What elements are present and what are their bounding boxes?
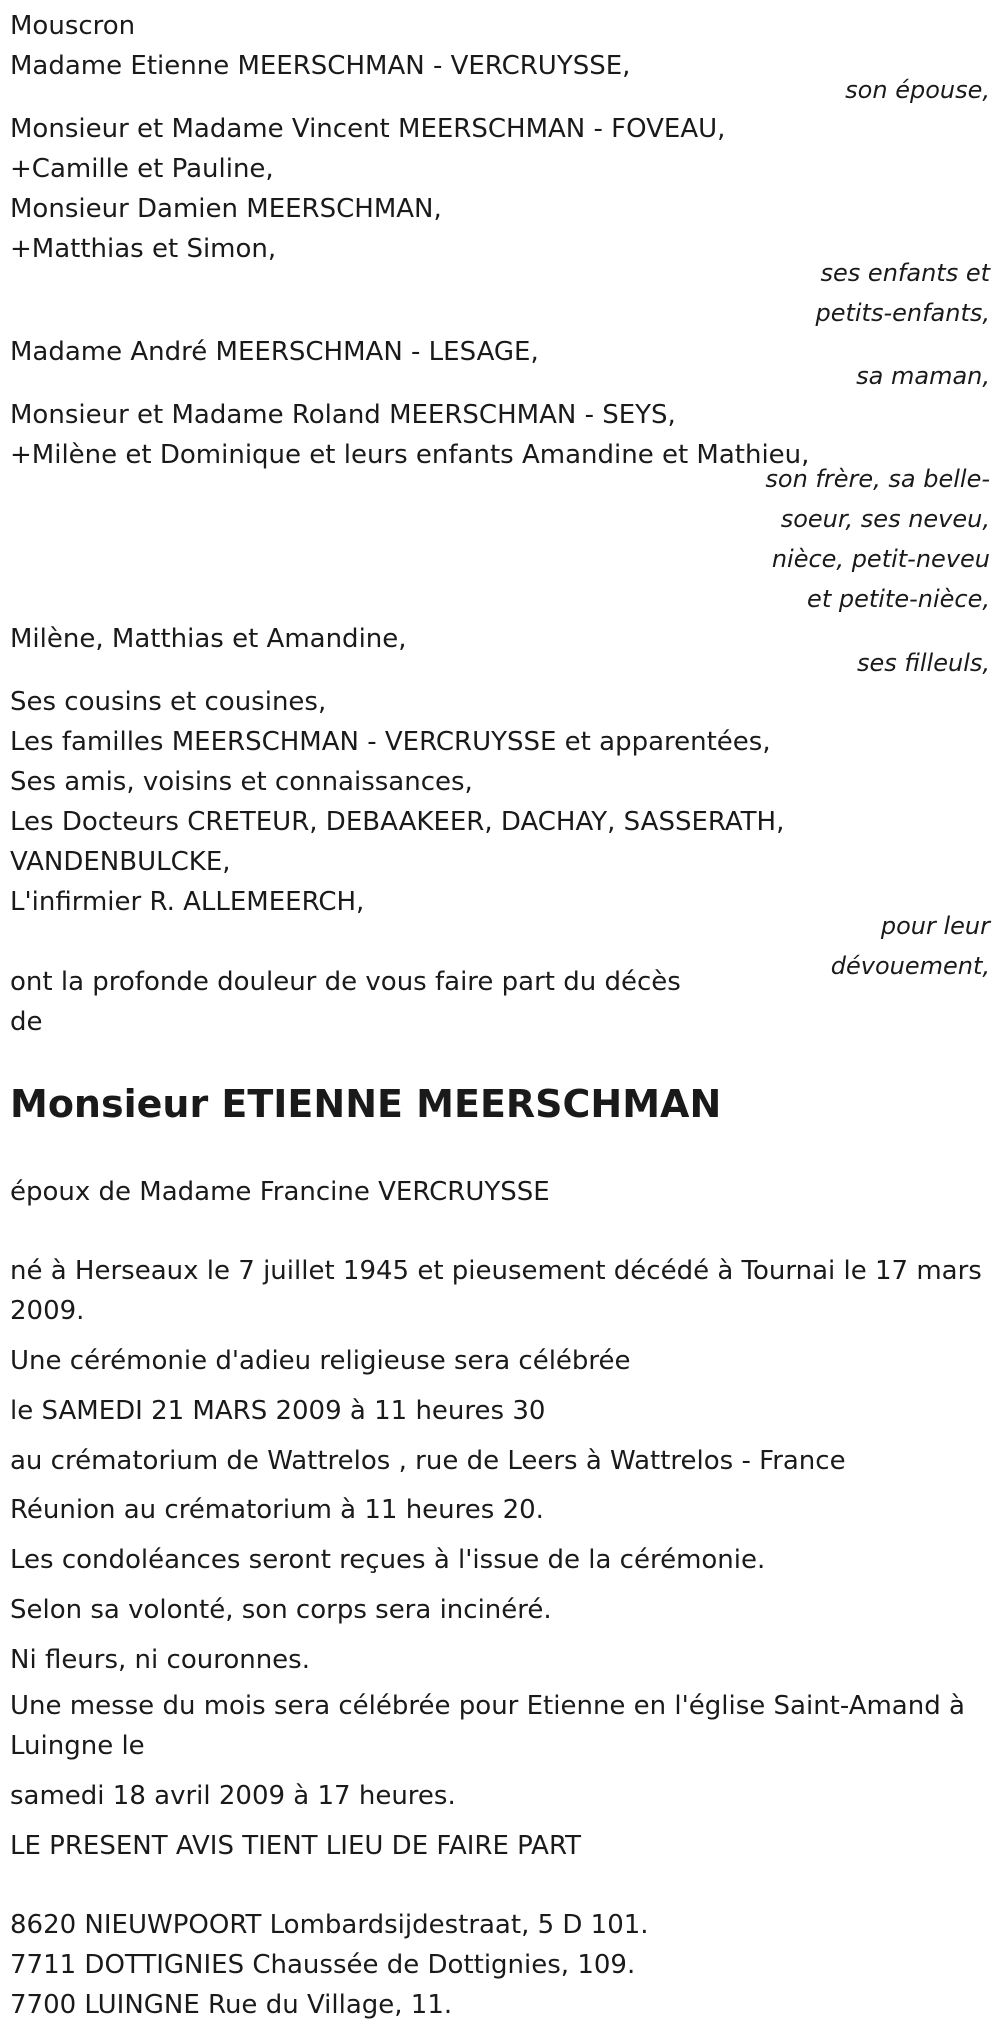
notice-line: LE PRESENT AVIS TIENT LIEU DE FAIRE PART xyxy=(10,1831,582,1861)
family-line: Ses cousins et cousines, xyxy=(10,687,327,717)
family-line: L'infirmier R. ALLEMEERCH, xyxy=(10,887,365,917)
family-role: pour leur xyxy=(880,912,990,940)
family-line: Monsieur Damien MEERSCHMAN, xyxy=(10,194,442,224)
family-line: Monsieur et Madame Vincent MEERSCHMAN - FOVEAU, xyxy=(10,114,726,144)
deceased-name: Monsieur ETIENNE MEERSCHMAN xyxy=(10,1082,722,1126)
family-role: dévouement, xyxy=(830,952,990,980)
mass-date: samedi 18 avril 2009 à 17 heures. xyxy=(10,1781,456,1811)
address-line: 7700 LUINGNE Rue du Village, 11. xyxy=(10,1990,453,2020)
family-line: Les familles MEERSCHMAN - VERCRUYSSE et apparentées, xyxy=(10,727,771,757)
ceremony-line: Ni fleurs, ni couronnes. xyxy=(10,1645,310,1675)
family-line: Milène, Matthias et Amandine, xyxy=(10,624,407,654)
family-role: nièce, petit-neveu xyxy=(771,545,990,573)
family-role: ses filleuls, xyxy=(856,649,990,677)
family-line: +Matthias et Simon, xyxy=(10,234,277,264)
ceremony-line: Selon sa volonté, son corps sera incinéré. xyxy=(10,1595,552,1625)
family-role: sa maman, xyxy=(856,362,990,390)
announcement-line: ont la profonde douleur de vous faire part du décès xyxy=(10,967,681,997)
family-line: VANDENBULCKE, xyxy=(10,847,231,877)
spouse-line: époux de Madame Francine VERCRUYSSE xyxy=(10,1177,550,1207)
ceremony-line: au crématorium de Wattrelos , rue de Leers à Wattrelos - France xyxy=(10,1446,846,1476)
birth-death-line: né à Herseaux le 7 juillet 1945 et pieusement décédé à Tournai le 17 mars xyxy=(10,1256,982,1286)
family-line: Monsieur et Madame Roland MEERSCHMAN - SEYS, xyxy=(10,400,676,430)
family-role: et petite-nièce, xyxy=(807,585,990,613)
ceremony-line: Les condoléances seront reçues à l'issue de la cérémonie. xyxy=(10,1545,766,1575)
mass-line: Luingne le xyxy=(10,1731,145,1761)
family-line: Les Docteurs CRETEUR, DEBAAKEER, DACHAY, SASSERATH, xyxy=(10,807,785,837)
address-line: 8620 NIEUWPOORT Lombardsijdestraat, 5 D 101. xyxy=(10,1910,649,1940)
birth-death-line: 2009. xyxy=(10,1296,85,1326)
family-line: Mouscron xyxy=(10,11,136,41)
ceremony-line: le SAMEDI 21 MARS 2009 à 11 heures 30 xyxy=(10,1396,546,1426)
ceremony-line: Une cérémonie d'adieu religieuse sera célébrée xyxy=(10,1346,631,1376)
announcement-line: de xyxy=(10,1007,43,1037)
family-line: +Milène et Dominique et leurs enfants Amandine et Mathieu, xyxy=(10,440,810,470)
family-role: son épouse, xyxy=(845,76,990,104)
family-role: son frère, sa belle- xyxy=(765,465,990,493)
family-line: Ses amis, voisins et connaissances, xyxy=(10,767,473,797)
ceremony-line: Réunion au crématorium à 11 heures 20. xyxy=(10,1495,544,1525)
family-role: soeur, ses neveu, xyxy=(780,505,990,533)
family-line: Madame Etienne MEERSCHMAN - VERCRUYSSE, xyxy=(10,51,631,81)
family-role: ses enfants et xyxy=(820,259,990,287)
family-line: Madame André MEERSCHMAN - LESAGE, xyxy=(10,337,539,367)
family-role: petits-enfants, xyxy=(815,299,990,327)
family-line: +Camille et Pauline, xyxy=(10,154,274,184)
mass-line: Une messe du mois sera célébrée pour Etienne en l'église Saint-Amand à xyxy=(10,1691,965,1721)
address-line: 7711 DOTTIGNIES Chaussée de Dottignies, 109. xyxy=(10,1950,636,1980)
